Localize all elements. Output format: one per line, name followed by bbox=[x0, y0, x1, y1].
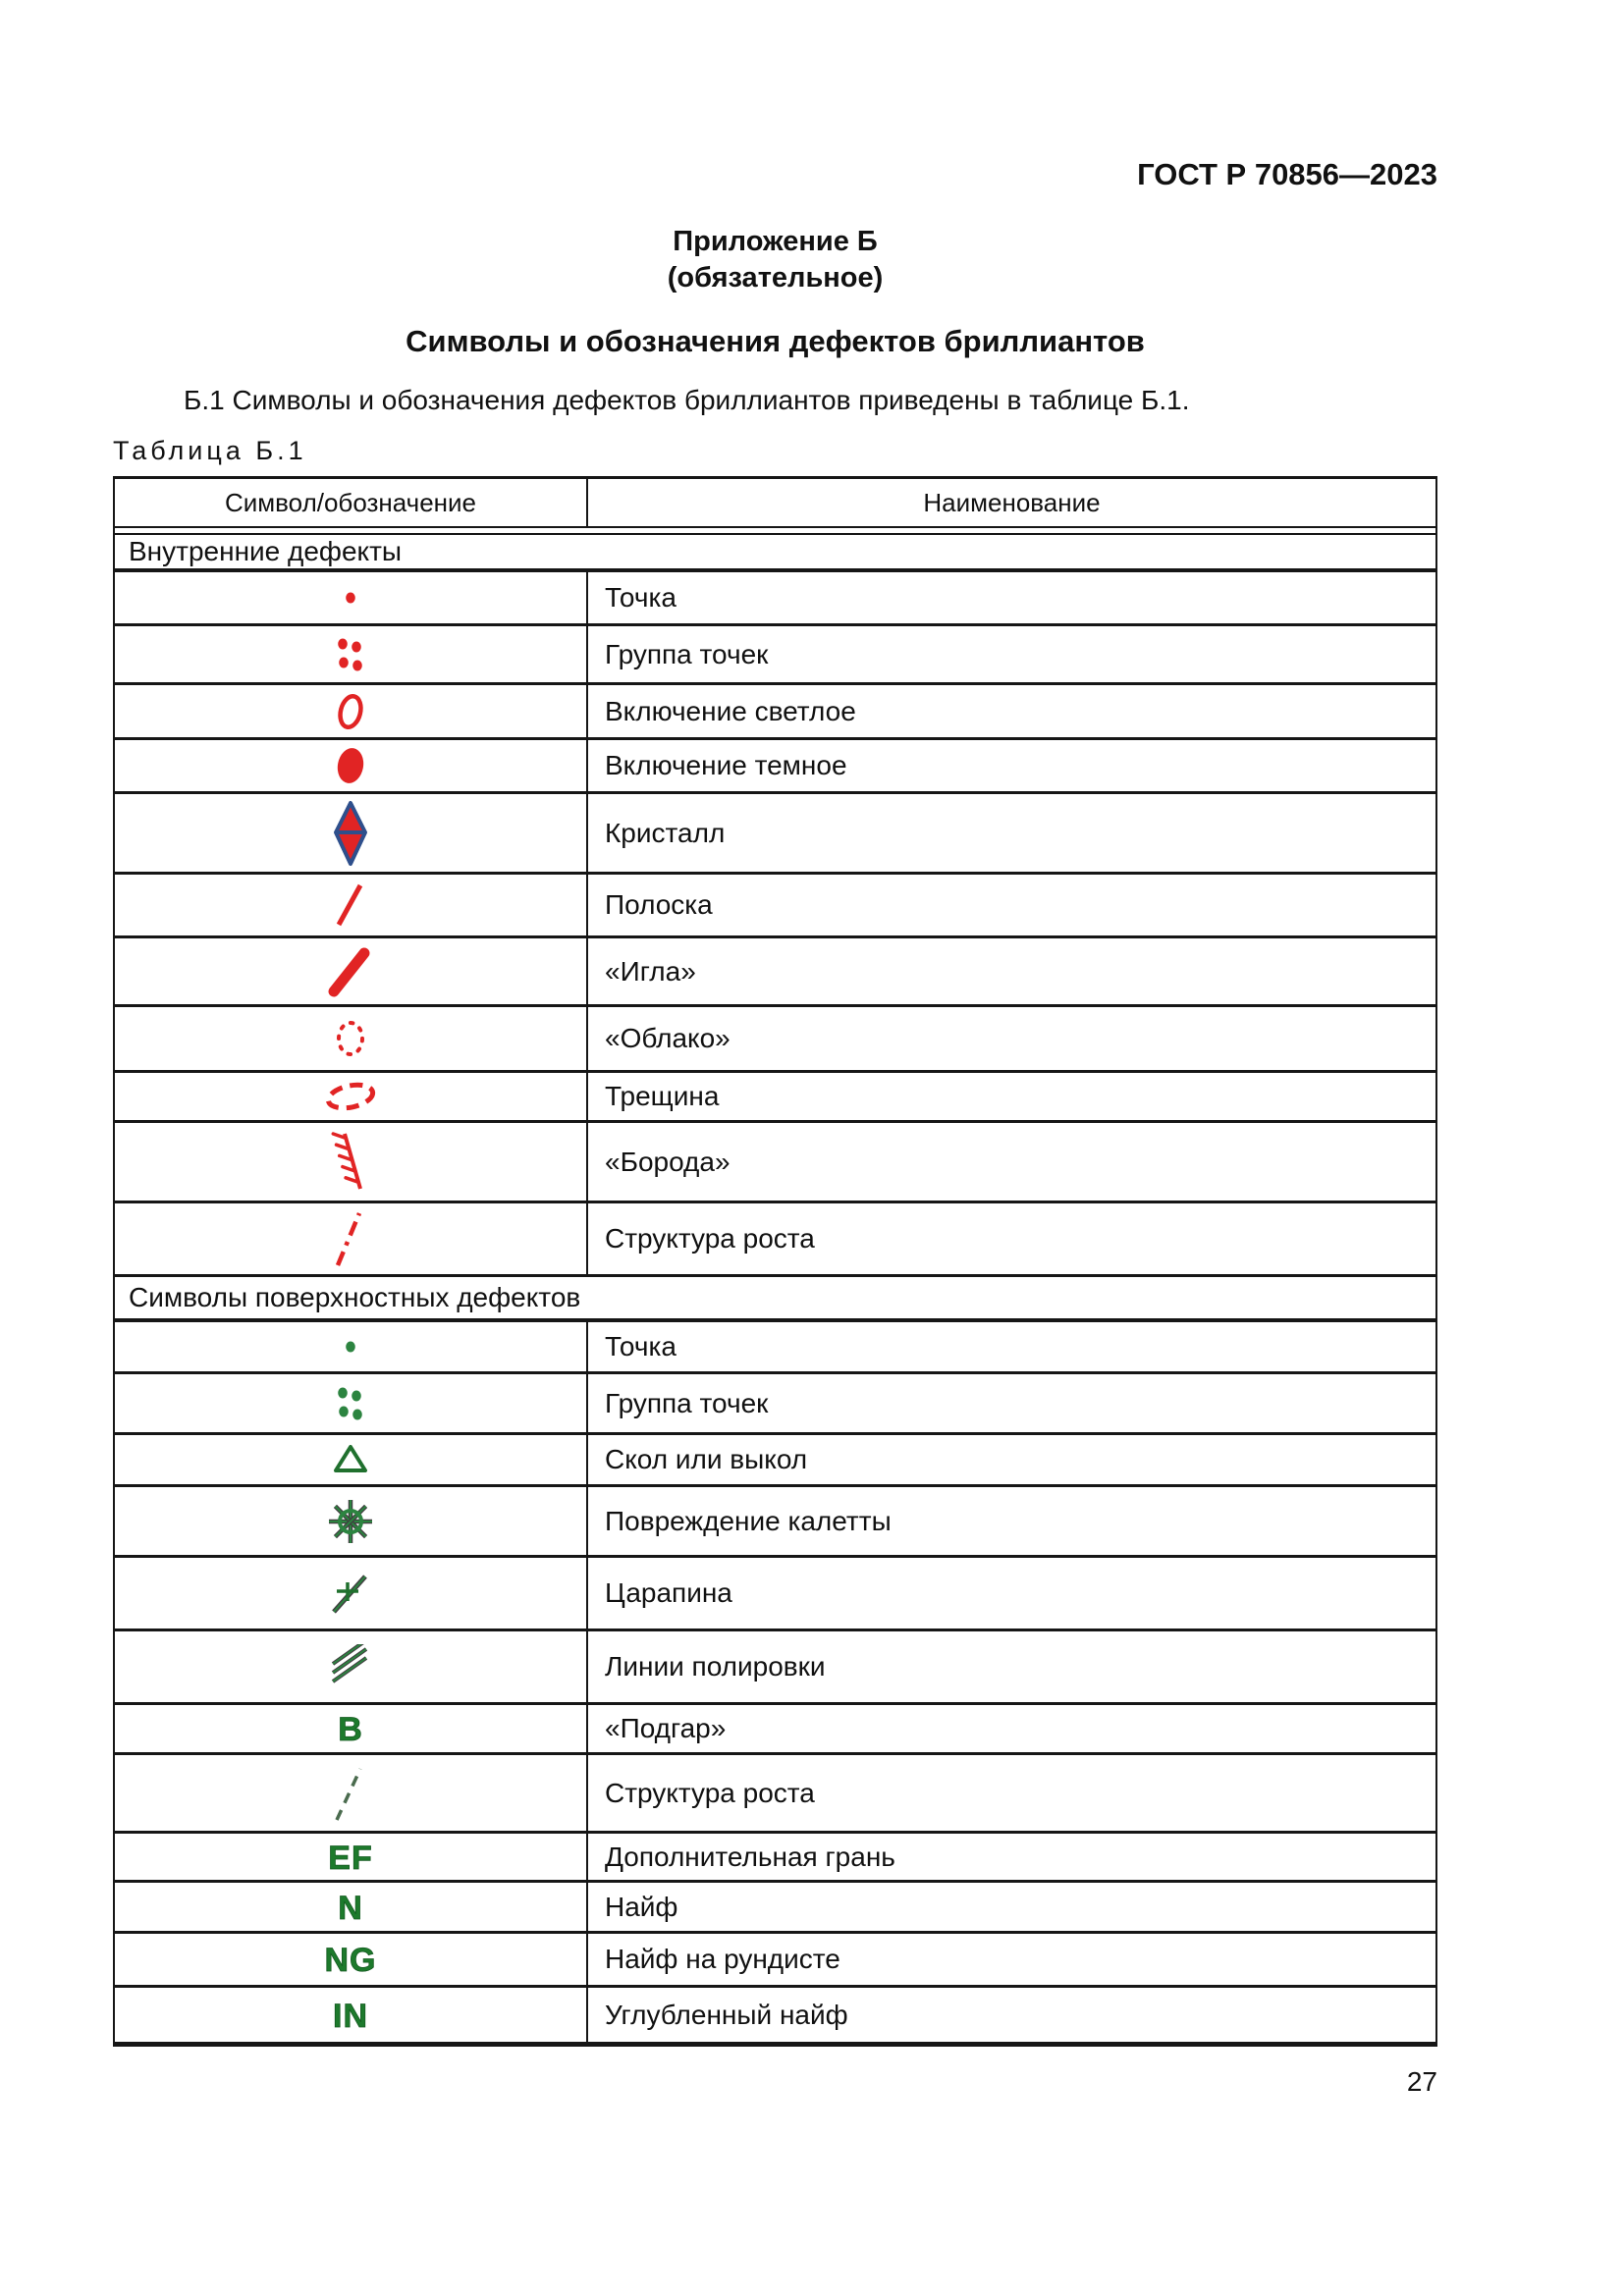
symbol-cell bbox=[115, 1123, 586, 1201]
beard-red-icon bbox=[292, 1130, 409, 1195]
defect-name: Углубленный найф bbox=[586, 1988, 1435, 2042]
defect-name: Трещина bbox=[586, 1073, 1435, 1120]
symbol-cell bbox=[115, 1934, 586, 1985]
table-row bbox=[115, 1558, 1435, 1631]
table-row bbox=[115, 1487, 1435, 1558]
defect-name: «Игла» bbox=[586, 938, 1435, 1004]
symbol-cell bbox=[115, 1755, 586, 1831]
symbol-cell bbox=[115, 1558, 586, 1629]
symbol-cell bbox=[115, 1007, 586, 1070]
dashed-oval-red-icon bbox=[292, 1076, 409, 1117]
defect-name: Найф на рундисте bbox=[586, 1934, 1435, 1985]
table-row bbox=[115, 626, 1435, 685]
defect-name: Кристалл bbox=[586, 794, 1435, 872]
symbol-cell bbox=[115, 1631, 586, 1702]
dot-group-green-icon bbox=[292, 1378, 409, 1429]
defect-name: Структура роста bbox=[586, 1203, 1435, 1274]
table-row bbox=[115, 1435, 1435, 1487]
symbol-cell bbox=[115, 1883, 586, 1931]
defect-name: Группа точек bbox=[586, 626, 1435, 682]
doc-code: ГОСТ Р 70856—2023 bbox=[1137, 157, 1437, 191]
table-row bbox=[115, 938, 1435, 1007]
table-row bbox=[115, 1834, 1435, 1883]
symbol-cell bbox=[115, 1435, 586, 1484]
letter-n-icon bbox=[292, 1887, 409, 1928]
table-section bbox=[115, 1277, 1435, 2042]
defect-name: «Подгар» bbox=[586, 1705, 1435, 1752]
defects-table bbox=[113, 476, 1437, 2047]
table-row bbox=[115, 1705, 1435, 1755]
svg-text:IN: IN bbox=[333, 1997, 368, 2035]
crystal-red-icon bbox=[292, 800, 409, 867]
page-title: Символы и обозначения дефектов бриллиантов bbox=[406, 324, 1145, 358]
table-row bbox=[115, 1322, 1435, 1374]
triangle-green-icon bbox=[292, 1441, 409, 1478]
letter-b-icon bbox=[292, 1708, 409, 1749]
symbol-cell bbox=[115, 1322, 586, 1371]
symbol-cell bbox=[115, 1073, 586, 1120]
symbol-cell bbox=[115, 1374, 586, 1432]
symbol-cell bbox=[115, 875, 586, 935]
table-section bbox=[115, 535, 1435, 1277]
polish-lines-green-icon bbox=[292, 1644, 409, 1689]
table-row bbox=[115, 1123, 1435, 1203]
appendix-heading bbox=[113, 224, 1437, 296]
defect-name: Повреждение калетты bbox=[586, 1487, 1435, 1555]
table-row bbox=[115, 1631, 1435, 1705]
defect-name: «Борода» bbox=[586, 1123, 1435, 1201]
symbol-cell bbox=[115, 1705, 586, 1752]
symbol-cell bbox=[115, 740, 586, 791]
stripe-red-icon bbox=[292, 881, 409, 930]
defect-name: «Облако» bbox=[586, 1007, 1435, 1070]
defect-name: Царапина bbox=[586, 1558, 1435, 1629]
blob-red-icon bbox=[292, 742, 409, 789]
svg-text:NG: NG bbox=[324, 1942, 377, 1979]
appendix-subtitle: (обязательное) bbox=[667, 262, 884, 294]
symbol-cell bbox=[115, 1988, 586, 2042]
section-label: Символы поверхностных дефектов bbox=[115, 1277, 1435, 1322]
symbol-cell bbox=[115, 1834, 586, 1880]
oval-outline-red-icon bbox=[292, 687, 409, 736]
defect-name: Структура роста bbox=[586, 1755, 1435, 1831]
page-number: 27 bbox=[1406, 2066, 1437, 2097]
table-row bbox=[115, 685, 1435, 740]
table-row bbox=[115, 1755, 1435, 1834]
table-row bbox=[115, 1203, 1435, 1277]
table-row bbox=[115, 1988, 1435, 2042]
symbol-cell bbox=[115, 1203, 586, 1274]
appendix-title: Приложение Б bbox=[673, 226, 878, 257]
defect-name: Включение темное bbox=[586, 740, 1435, 791]
intro-paragraph: Б.1 Символы и обозначения дефектов бриллиантов приведены в таблице Б.1. bbox=[184, 385, 1190, 415]
column-header-name: Наименование bbox=[586, 479, 1435, 526]
column-header-symbol: Символ/обозначение bbox=[224, 487, 476, 517]
symbol-cell bbox=[115, 1487, 586, 1555]
table-body bbox=[115, 535, 1435, 2042]
letter-ef-icon bbox=[292, 1837, 409, 1878]
symbol-cell bbox=[115, 938, 586, 1004]
defect-name: Скол или выкол bbox=[586, 1435, 1435, 1484]
wheel-green-icon bbox=[292, 1494, 409, 1549]
table-row bbox=[115, 1934, 1435, 1988]
table-row bbox=[115, 1007, 1435, 1073]
dotted-circle-red-icon bbox=[292, 1015, 409, 1062]
defect-name: Включение светлое bbox=[586, 685, 1435, 737]
header-double-rule bbox=[115, 526, 1435, 535]
svg-text:B: B bbox=[338, 1711, 363, 1748]
symbol-cell bbox=[115, 794, 586, 872]
scratch-green-icon bbox=[292, 1567, 409, 1620]
table-row bbox=[115, 794, 1435, 875]
defect-name: Дополнительная грань bbox=[586, 1834, 1435, 1880]
table-row bbox=[115, 875, 1435, 938]
svg-text:N: N bbox=[338, 1889, 363, 1927]
letter-ng-icon bbox=[292, 1939, 409, 1980]
table-row bbox=[115, 1374, 1435, 1435]
dot-green-icon bbox=[292, 1333, 409, 1361]
letter-in-icon bbox=[292, 1995, 409, 2036]
needle-red-icon bbox=[292, 945, 409, 998]
dash-dot-line-red-icon bbox=[292, 1207, 409, 1270]
defect-name: Полоска bbox=[586, 875, 1435, 935]
defect-name: Найф bbox=[586, 1883, 1435, 1931]
svg-text:EF: EF bbox=[328, 1839, 373, 1877]
table-row bbox=[115, 1073, 1435, 1123]
table-label: Таблица Б.1 bbox=[113, 436, 307, 465]
table-header-row bbox=[115, 479, 1435, 526]
defect-name: Линии полировки bbox=[586, 1631, 1435, 1702]
table-row bbox=[115, 572, 1435, 626]
symbol-cell bbox=[115, 626, 586, 682]
defect-name: Точка bbox=[586, 1322, 1435, 1371]
table-row bbox=[115, 740, 1435, 794]
symbol-cell bbox=[115, 685, 586, 737]
defect-name: Группа точек bbox=[586, 1374, 1435, 1432]
dot-group-red-icon bbox=[292, 629, 409, 680]
dot-red-icon bbox=[292, 584, 409, 612]
table-row bbox=[115, 1883, 1435, 1934]
section-label: Внутренние дефекты bbox=[115, 535, 1435, 572]
symbol-cell bbox=[115, 572, 586, 623]
dashed-line-green-icon bbox=[292, 1762, 409, 1825]
defect-name: Точка bbox=[586, 572, 1435, 623]
